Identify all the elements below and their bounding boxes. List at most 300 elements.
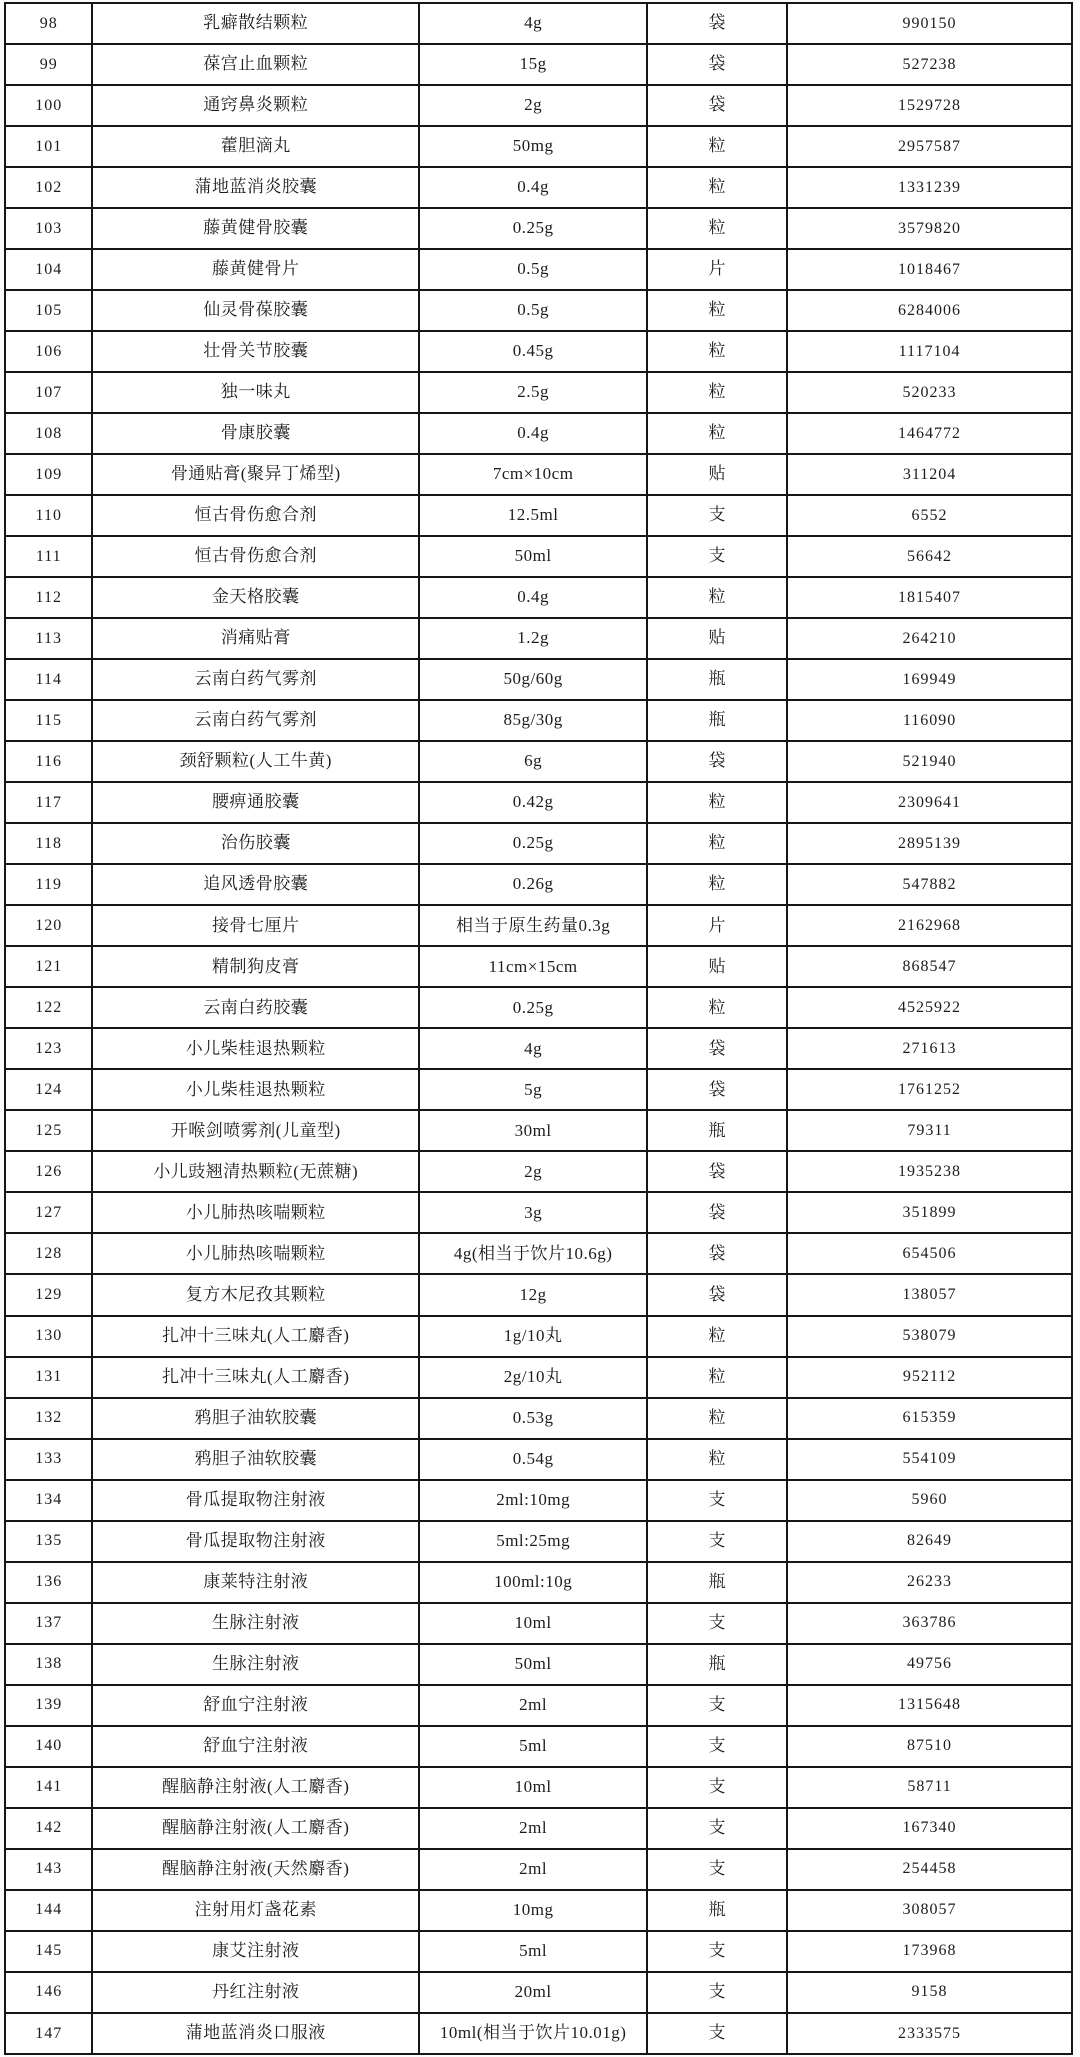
cell-quantity: 82649 (787, 1521, 1072, 1562)
cell-unit: 支 (647, 536, 787, 577)
cell-quantity: 1117104 (787, 331, 1072, 372)
drug-catalog-table (4, 2, 1073, 2055)
cell-row-number: 112 (5, 577, 92, 618)
cell-quantity: 520233 (787, 372, 1072, 413)
table-row (5, 1644, 1072, 1685)
table-body (5, 3, 1072, 2054)
cell-unit: 支 (647, 1931, 787, 1972)
cell-row-number: 131 (5, 1357, 92, 1398)
table-row (5, 1357, 1072, 1398)
cell-quantity: 2162968 (787, 905, 1072, 946)
cell-quantity: 308057 (787, 1890, 1072, 1931)
cell-drug-name: 扎冲十三味丸(人工麝香) (92, 1316, 419, 1357)
cell-quantity: 2333575 (787, 2013, 1072, 2054)
table-row (5, 1316, 1072, 1357)
cell-spec: 2g/10丸 (419, 1357, 647, 1398)
cell-row-number: 115 (5, 700, 92, 741)
cell-drug-name: 藤黄健骨胶囊 (92, 208, 419, 249)
cell-quantity: 521940 (787, 741, 1072, 782)
cell-quantity: 1018467 (787, 249, 1072, 290)
cell-drug-name: 独一味丸 (92, 372, 419, 413)
cell-drug-name: 恒古骨伤愈合剂 (92, 495, 419, 536)
cell-drug-name: 小儿豉翘清热颗粒(无蔗糖) (92, 1151, 419, 1192)
cell-quantity: 654506 (787, 1233, 1072, 1274)
table-row (5, 823, 1072, 864)
cell-unit: 支 (647, 1726, 787, 1767)
cell-spec: 50ml (419, 536, 647, 577)
table-row (5, 741, 1072, 782)
cell-unit: 袋 (647, 1028, 787, 1069)
cell-quantity: 9158 (787, 1972, 1072, 2013)
cell-drug-name: 精制狗皮膏 (92, 946, 419, 987)
cell-unit: 粒 (647, 823, 787, 864)
cell-unit: 贴 (647, 454, 787, 495)
cell-spec: 5g (419, 1069, 647, 1110)
cell-unit: 支 (647, 1685, 787, 1726)
cell-quantity: 351899 (787, 1192, 1072, 1233)
cell-row-number: 139 (5, 1685, 92, 1726)
cell-drug-name: 乳癖散结颗粒 (92, 3, 419, 44)
cell-drug-name: 醒脑静注射液(天然麝香) (92, 1849, 419, 1890)
cell-drug-name: 通窍鼻炎颗粒 (92, 85, 419, 126)
table-row (5, 126, 1072, 167)
table-row (5, 905, 1072, 946)
cell-spec: 2.5g (419, 372, 647, 413)
cell-row-number: 126 (5, 1151, 92, 1192)
cell-spec: 85g/30g (419, 700, 647, 741)
table-row (5, 1603, 1072, 1644)
cell-unit: 袋 (647, 741, 787, 782)
cell-row-number: 135 (5, 1521, 92, 1562)
cell-spec: 10mg (419, 1890, 647, 1931)
cell-row-number: 107 (5, 372, 92, 413)
cell-drug-name: 醒脑静注射液(人工麝香) (92, 1808, 419, 1849)
cell-spec: 4g (419, 3, 647, 44)
cell-quantity: 6552 (787, 495, 1072, 536)
cell-spec: 6g (419, 741, 647, 782)
cell-spec: 50mg (419, 126, 647, 167)
table-row (5, 618, 1072, 659)
cell-quantity: 527238 (787, 44, 1072, 85)
cell-drug-name: 丹红注射液 (92, 1972, 419, 2013)
cell-quantity: 311204 (787, 454, 1072, 495)
cell-unit: 袋 (647, 1233, 787, 1274)
cell-drug-name: 小儿肺热咳喘颗粒 (92, 1233, 419, 1274)
cell-unit: 粒 (647, 864, 787, 905)
cell-spec: 12.5ml (419, 495, 647, 536)
cell-unit: 瓶 (647, 1644, 787, 1685)
cell-spec: 0.42g (419, 782, 647, 823)
cell-drug-name: 追风透骨胶囊 (92, 864, 419, 905)
cell-spec: 2g (419, 85, 647, 126)
cell-unit: 袋 (647, 1151, 787, 1192)
cell-quantity: 58711 (787, 1767, 1072, 1808)
cell-unit: 粒 (647, 126, 787, 167)
cell-spec: 0.54g (419, 1439, 647, 1480)
cell-spec: 2ml (419, 1685, 647, 1726)
cell-spec: 10ml(相当于饮片10.01g) (419, 2013, 647, 2054)
cell-quantity: 5960 (787, 1480, 1072, 1521)
table-row (5, 1233, 1072, 1274)
cell-row-number: 129 (5, 1274, 92, 1315)
cell-quantity: 116090 (787, 700, 1072, 741)
cell-drug-name: 仙灵骨葆胶囊 (92, 290, 419, 331)
cell-quantity: 2309641 (787, 782, 1072, 823)
cell-unit: 贴 (647, 618, 787, 659)
cell-row-number: 143 (5, 1849, 92, 1890)
cell-quantity: 167340 (787, 1808, 1072, 1849)
cell-row-number: 105 (5, 290, 92, 331)
cell-row-number: 145 (5, 1931, 92, 1972)
table-row (5, 987, 1072, 1028)
cell-drug-name: 复方木尼孜其颗粒 (92, 1274, 419, 1315)
table-row (5, 946, 1072, 987)
cell-spec: 50ml (419, 1644, 647, 1685)
cell-spec: 2ml:10mg (419, 1480, 647, 1521)
table-row (5, 1562, 1072, 1603)
cell-spec: 4g (419, 1028, 647, 1069)
cell-unit: 粒 (647, 577, 787, 618)
cell-drug-name: 小儿柴桂退热颗粒 (92, 1028, 419, 1069)
cell-unit: 袋 (647, 1069, 787, 1110)
table-row (5, 1849, 1072, 1890)
table-row (5, 1069, 1072, 1110)
cell-spec: 50g/60g (419, 659, 647, 700)
cell-spec: 11cm×15cm (419, 946, 647, 987)
cell-unit: 瓶 (647, 659, 787, 700)
table-row (5, 167, 1072, 208)
cell-spec: 0.45g (419, 331, 647, 372)
cell-row-number: 142 (5, 1808, 92, 1849)
cell-drug-name: 恒古骨伤愈合剂 (92, 536, 419, 577)
cell-unit: 支 (647, 1849, 787, 1890)
table-row (5, 1274, 1072, 1315)
cell-quantity: 2895139 (787, 823, 1072, 864)
cell-quantity: 4525922 (787, 987, 1072, 1028)
cell-unit: 粒 (647, 1398, 787, 1439)
cell-unit: 袋 (647, 1274, 787, 1315)
cell-row-number: 110 (5, 495, 92, 536)
cell-spec: 10ml (419, 1603, 647, 1644)
table-row (5, 1192, 1072, 1233)
table-row (5, 208, 1072, 249)
table-row (5, 331, 1072, 372)
cell-row-number: 140 (5, 1726, 92, 1767)
cell-spec: 30ml (419, 1110, 647, 1151)
table-row (5, 1028, 1072, 1069)
cell-quantity: 1935238 (787, 1151, 1072, 1192)
cell-spec: 4g(相当于饮片10.6g) (419, 1233, 647, 1274)
cell-unit: 支 (647, 1603, 787, 1644)
cell-spec: 0.5g (419, 290, 647, 331)
cell-quantity: 1464772 (787, 413, 1072, 454)
cell-drug-name: 蒲地蓝消炎口服液 (92, 2013, 419, 2054)
cell-unit: 支 (647, 495, 787, 536)
cell-spec: 100ml:10g (419, 1562, 647, 1603)
cell-drug-name: 康莱特注射液 (92, 1562, 419, 1603)
cell-row-number: 99 (5, 44, 92, 85)
cell-drug-name: 接骨七厘片 (92, 905, 419, 946)
table-row (5, 1439, 1072, 1480)
cell-row-number: 98 (5, 3, 92, 44)
cell-drug-name: 醒脑静注射液(人工麝香) (92, 1767, 419, 1808)
cell-row-number: 100 (5, 85, 92, 126)
cell-drug-name: 颈舒颗粒(人工牛黄) (92, 741, 419, 782)
cell-spec: 2g (419, 1151, 647, 1192)
cell-row-number: 109 (5, 454, 92, 495)
cell-drug-name: 小儿柴桂退热颗粒 (92, 1069, 419, 1110)
cell-row-number: 111 (5, 536, 92, 577)
cell-drug-name: 生脉注射液 (92, 1644, 419, 1685)
table-row (5, 1890, 1072, 1931)
cell-quantity: 990150 (787, 3, 1072, 44)
cell-unit: 粒 (647, 372, 787, 413)
cell-drug-name: 扎冲十三味丸(人工麝香) (92, 1357, 419, 1398)
cell-drug-name: 金天格胶囊 (92, 577, 419, 618)
table-row (5, 782, 1072, 823)
cell-spec: 0.25g (419, 987, 647, 1028)
cell-unit: 瓶 (647, 700, 787, 741)
cell-spec: 0.4g (419, 413, 647, 454)
cell-quantity: 6284006 (787, 290, 1072, 331)
cell-drug-name: 云南白药气雾剂 (92, 659, 419, 700)
cell-drug-name: 云南白药胶囊 (92, 987, 419, 1028)
cell-row-number: 138 (5, 1644, 92, 1685)
cell-unit: 粒 (647, 1439, 787, 1480)
cell-quantity: 1529728 (787, 85, 1072, 126)
cell-quantity: 26233 (787, 1562, 1072, 1603)
table-row (5, 2013, 1072, 2054)
cell-row-number: 108 (5, 413, 92, 454)
cell-spec: 0.4g (419, 167, 647, 208)
cell-unit: 粒 (647, 987, 787, 1028)
cell-row-number: 106 (5, 331, 92, 372)
cell-spec: 0.5g (419, 249, 647, 290)
cell-spec: 5ml (419, 1931, 647, 1972)
cell-unit: 袋 (647, 3, 787, 44)
cell-row-number: 118 (5, 823, 92, 864)
cell-quantity: 1815407 (787, 577, 1072, 618)
cell-unit: 粒 (647, 208, 787, 249)
cell-quantity: 254458 (787, 1849, 1072, 1890)
cell-unit: 粒 (647, 331, 787, 372)
table-row (5, 413, 1072, 454)
cell-row-number: 123 (5, 1028, 92, 1069)
cell-drug-name: 葆宫止血颗粒 (92, 44, 419, 85)
cell-quantity: 49756 (787, 1644, 1072, 1685)
cell-unit: 袋 (647, 44, 787, 85)
cell-unit: 瓶 (647, 1110, 787, 1151)
table-row (5, 495, 1072, 536)
cell-unit: 支 (647, 1972, 787, 2013)
cell-unit: 粒 (647, 1357, 787, 1398)
cell-unit: 粒 (647, 167, 787, 208)
cell-drug-name: 云南白药气雾剂 (92, 700, 419, 741)
cell-drug-name: 壮骨关节胶囊 (92, 331, 419, 372)
cell-unit: 支 (647, 2013, 787, 2054)
cell-unit: 粒 (647, 782, 787, 823)
cell-quantity: 138057 (787, 1274, 1072, 1315)
cell-spec: 10ml (419, 1767, 647, 1808)
table-row (5, 700, 1072, 741)
cell-spec: 15g (419, 44, 647, 85)
cell-row-number: 134 (5, 1480, 92, 1521)
cell-drug-name: 骨通贴膏(聚异丁烯型) (92, 454, 419, 495)
cell-row-number: 120 (5, 905, 92, 946)
cell-spec: 5ml:25mg (419, 1521, 647, 1562)
cell-row-number: 114 (5, 659, 92, 700)
cell-row-number: 124 (5, 1069, 92, 1110)
table-row (5, 1726, 1072, 1767)
cell-quantity: 1315648 (787, 1685, 1072, 1726)
table-row (5, 249, 1072, 290)
table-row (5, 1521, 1072, 1562)
cell-unit: 支 (647, 1480, 787, 1521)
cell-unit: 贴 (647, 946, 787, 987)
cell-drug-name: 开喉剑喷雾剂(儿童型) (92, 1110, 419, 1151)
cell-quantity: 868547 (787, 946, 1072, 987)
cell-drug-name: 蒲地蓝消炎胶囊 (92, 167, 419, 208)
cell-spec: 7cm×10cm (419, 454, 647, 495)
cell-unit: 袋 (647, 85, 787, 126)
table-row (5, 659, 1072, 700)
cell-spec: 0.25g (419, 208, 647, 249)
cell-spec: 1g/10丸 (419, 1316, 647, 1357)
cell-unit: 片 (647, 905, 787, 946)
cell-spec: 2ml (419, 1849, 647, 1890)
table-row (5, 1931, 1072, 1972)
cell-drug-name: 鸦胆子油软胶囊 (92, 1439, 419, 1480)
cell-spec: 1.2g (419, 618, 647, 659)
table-row (5, 1480, 1072, 1521)
cell-row-number: 141 (5, 1767, 92, 1808)
cell-row-number: 130 (5, 1316, 92, 1357)
table-row (5, 1972, 1072, 2013)
cell-row-number: 136 (5, 1562, 92, 1603)
cell-spec: 12g (419, 1274, 647, 1315)
cell-spec: 0.25g (419, 823, 647, 864)
cell-quantity: 2957587 (787, 126, 1072, 167)
cell-quantity: 1761252 (787, 1069, 1072, 1110)
cell-unit: 粒 (647, 1316, 787, 1357)
cell-spec: 0.53g (419, 1398, 647, 1439)
cell-unit: 袋 (647, 1192, 787, 1233)
cell-unit: 瓶 (647, 1562, 787, 1603)
cell-quantity: 79311 (787, 1110, 1072, 1151)
table-row (5, 536, 1072, 577)
cell-spec: 3g (419, 1192, 647, 1233)
cell-quantity: 173968 (787, 1931, 1072, 1972)
cell-row-number: 113 (5, 618, 92, 659)
cell-row-number: 121 (5, 946, 92, 987)
cell-quantity: 615359 (787, 1398, 1072, 1439)
cell-drug-name: 康艾注射液 (92, 1931, 419, 1972)
cell-quantity: 547882 (787, 864, 1072, 905)
cell-drug-name: 治伤胶囊 (92, 823, 419, 864)
cell-quantity: 554109 (787, 1439, 1072, 1480)
table-row (5, 290, 1072, 331)
cell-unit: 粒 (647, 290, 787, 331)
cell-drug-name: 舒血宁注射液 (92, 1726, 419, 1767)
table-row (5, 44, 1072, 85)
table-row (5, 3, 1072, 44)
cell-quantity: 264210 (787, 618, 1072, 659)
table-row (5, 1767, 1072, 1808)
cell-spec: 5ml (419, 1726, 647, 1767)
cell-row-number: 133 (5, 1439, 92, 1480)
cell-spec: 0.4g (419, 577, 647, 618)
table-row (5, 1808, 1072, 1849)
cell-quantity: 169949 (787, 659, 1072, 700)
table-row (5, 372, 1072, 413)
cell-row-number: 128 (5, 1233, 92, 1274)
cell-drug-name: 注射用灯盏花素 (92, 1890, 419, 1931)
cell-drug-name: 鸦胆子油软胶囊 (92, 1398, 419, 1439)
cell-quantity: 363786 (787, 1603, 1072, 1644)
cell-drug-name: 骨瓜提取物注射液 (92, 1480, 419, 1521)
cell-row-number: 127 (5, 1192, 92, 1233)
table-row (5, 1110, 1072, 1151)
cell-spec: 2ml (419, 1808, 647, 1849)
cell-spec: 20ml (419, 1972, 647, 2013)
cell-drug-name: 骨康胶囊 (92, 413, 419, 454)
cell-spec: 0.26g (419, 864, 647, 905)
table-row (5, 864, 1072, 905)
cell-unit: 片 (647, 249, 787, 290)
cell-quantity: 87510 (787, 1726, 1072, 1767)
cell-row-number: 146 (5, 1972, 92, 2013)
cell-row-number: 119 (5, 864, 92, 905)
table-row (5, 577, 1072, 618)
cell-row-number: 116 (5, 741, 92, 782)
cell-drug-name: 藤黄健骨片 (92, 249, 419, 290)
cell-drug-name: 消痛贴膏 (92, 618, 419, 659)
cell-quantity: 271613 (787, 1028, 1072, 1069)
table-row (5, 1685, 1072, 1726)
cell-row-number: 125 (5, 1110, 92, 1151)
table-row (5, 85, 1072, 126)
cell-unit: 支 (647, 1767, 787, 1808)
cell-drug-name: 小儿肺热咳喘颗粒 (92, 1192, 419, 1233)
cell-unit: 瓶 (647, 1890, 787, 1931)
cell-row-number: 117 (5, 782, 92, 823)
cell-row-number: 144 (5, 1890, 92, 1931)
cell-row-number: 122 (5, 987, 92, 1028)
cell-drug-name: 舒血宁注射液 (92, 1685, 419, 1726)
cell-unit: 支 (647, 1808, 787, 1849)
cell-drug-name: 藿胆滴丸 (92, 126, 419, 167)
cell-unit: 支 (647, 1521, 787, 1562)
cell-row-number: 147 (5, 2013, 92, 2054)
table-row (5, 1398, 1072, 1439)
cell-quantity: 1331239 (787, 167, 1072, 208)
cell-drug-name: 生脉注射液 (92, 1603, 419, 1644)
cell-row-number: 103 (5, 208, 92, 249)
cell-quantity: 3579820 (787, 208, 1072, 249)
cell-row-number: 132 (5, 1398, 92, 1439)
cell-drug-name: 腰痹通胶囊 (92, 782, 419, 823)
table-row (5, 1151, 1072, 1192)
cell-drug-name: 骨瓜提取物注射液 (92, 1521, 419, 1562)
table-row (5, 454, 1072, 495)
cell-row-number: 102 (5, 167, 92, 208)
cell-row-number: 137 (5, 1603, 92, 1644)
cell-quantity: 56642 (787, 536, 1072, 577)
cell-spec: 相当于原生药量0.3g (419, 905, 647, 946)
cell-quantity: 538079 (787, 1316, 1072, 1357)
cell-row-number: 104 (5, 249, 92, 290)
cell-unit: 粒 (647, 413, 787, 454)
